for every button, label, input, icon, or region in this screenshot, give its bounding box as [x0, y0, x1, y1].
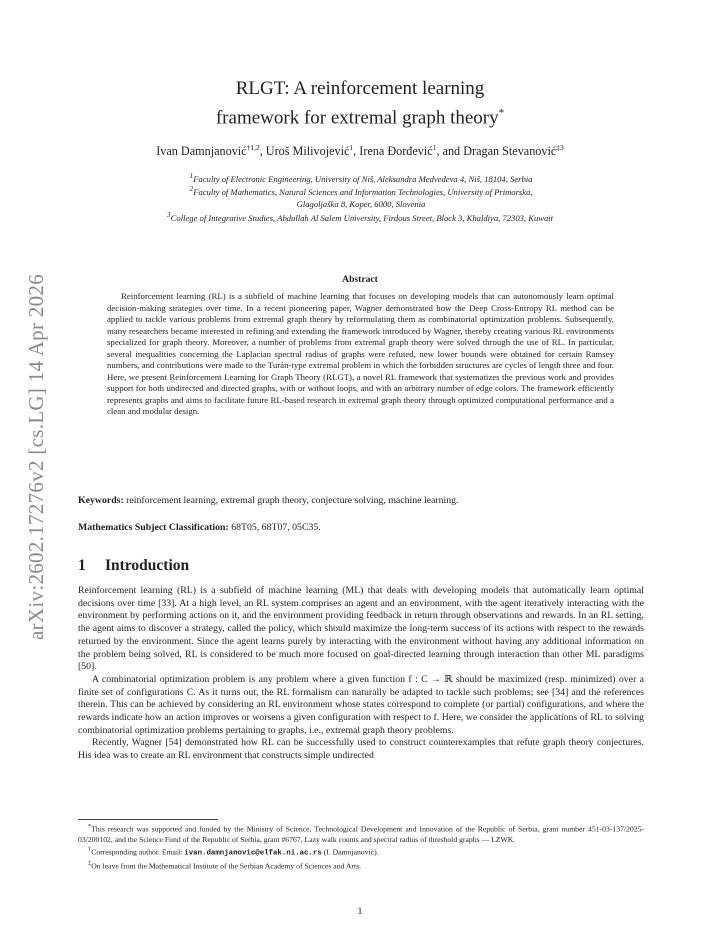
author-separator: , and [436, 144, 464, 159]
title-footnote-mark: * [498, 107, 505, 119]
msc-text: 68T05, 68T07, 05C35. [231, 522, 321, 533]
keywords-line [78, 495, 644, 506]
intro-paragraph: Recently, Wagner [54] demonstrated how RL can be successfully used to construct counterexamples that refute graph theory conjectures. His idea was to create an RL environment that constructs simple undirected [78, 737, 644, 762]
affiliation-2 [78, 183, 644, 211]
msc-label: Mathematics Subject Classification: [78, 522, 229, 533]
footnote-mark: * [88, 823, 92, 830]
title-line-2-text: framework for extremal graph theory [215, 107, 499, 129]
footnote-rule [78, 819, 218, 820]
paper-title [0, 76, 720, 130]
author-sup: ‡3 [556, 143, 564, 152]
author-sup: 1 [349, 143, 354, 152]
title-line-2 [0, 101, 720, 130]
msc-line [78, 522, 644, 533]
affiliation-text: College of Integrative Studies, Abdullah Al Salem University, Firdous Street, Block 3, Khaldiya, 72303, Kuwait [170, 212, 554, 223]
footnote-leave [78, 859, 644, 872]
footnote-corresponding [78, 845, 644, 859]
author-name: Dragan Stevanović [463, 144, 557, 159]
introduction-body [78, 585, 644, 763]
affiliation-mark: 1 [189, 171, 194, 180]
author-email-link[interactable]: ivan.damnjanovic@elfak.ni.ac.rs [184, 849, 322, 858]
footnote-mark: † [88, 846, 92, 854]
author-sup: †1,2 [246, 143, 260, 152]
intro-paragraph: A combinatorial optimization problem is any problem where a given function f : C → ℝ should be maximized (resp. minimized) over a finite set of configurations C. As it turns out, the RL formalism can naturally be adapted to tackle such problems; see [34] and the references therein. This can be achieved by considering an RL environment whose states correspond to complete (or partial) configurations, and where the rewards indicate how an action improves or worsens a given configuration with respect to f. Here, we consider the applications of RL to solving combinatorial optimization problems pertaining to graphs, i.e., extremal graph theory problems. [78, 673, 644, 736]
affiliation-2-line-2: Glagoljaška 8, Koper, 6000, Slovenia [296, 199, 426, 210]
section-title: Introduction [105, 557, 190, 574]
affiliation-mark: 2 [189, 184, 194, 193]
abstract-heading: Abstract [342, 274, 378, 285]
section-heading [78, 557, 189, 575]
author-list [0, 143, 720, 159]
footnote-text: This research was supported and funded by the Ministry of Science, Technological Development and Innovation of the Republic of Serbia, grant number 451-03-137/2025-03/200102, and the Science Fund of the Republic of Serbia, grant #6767, Lazy walk counts and spectral radius of threshold graphs — LZWK. [78, 824, 644, 844]
author-sup: 1 [432, 143, 437, 152]
section-number: 1 [78, 557, 86, 574]
affiliation-2-line-1 [78, 183, 644, 198]
affiliation-mark: 3 [166, 210, 171, 219]
page-number: 1 [357, 906, 363, 917]
author-name: Uroš Milivojević [265, 144, 350, 159]
affiliation-text: Faculty of Mathematics, Natural Sciences and Information Technologies, University of Primorska, [193, 186, 533, 197]
keywords-label: Keywords: [78, 495, 124, 506]
keywords-text: reinforcement learning, extremal graph theory, conjecture solving, machine learning. [126, 495, 459, 506]
footnotes [78, 822, 644, 872]
footnote-funding [78, 822, 644, 845]
author-separator: , [353, 144, 360, 159]
affiliation-text: Faculty of Electronic Engineering, University of Niš, Aleksandra Medvedeva 4, Niš, 18104, Serbia [193, 173, 533, 184]
author-separator: , [259, 144, 266, 159]
abstract-text: Reinforcement learning (RL) is a subfield of machine learning that focuses on developing models that can autonomously learn optimal decision-making strategies over time. In a recent pioneering paper, Wagner demonstrated how the Deep Cross-Entropy RL method can be applied to tackle various problems from extremal graph theory by reformulating them as combinatorial optimization problems. Subsequently, many researchers became interested in refining and extending the framework introduced by Wagner, thereby creating various RL environments specialized for graph theory. Moreover, a number of problems from extremal graph theory were solved through the use of RL. In particular, several inequalities concerning the Laplacian spectral radius of graphs were refuted, new lower bounds were obtained for certain Ramsey numbers, and contributions were made to the Turán-type extremal problem in which the forbidden structures are cycles of length three and four. Here, we present Reinforcement Learning for Graph Theory (RLGT), a novel RL framework that systematizes the previous work and provides support for both undirected and directed graphs, with or without loops, and with an arbitrary number of edge colors. The framework efficiently represents graphs and aims to facilitate future RL-based research in extremal graph theory through optimized computational performance and a clean and modular design. [107, 291, 614, 417]
footnote-mark: ‡ [88, 860, 92, 868]
footnote-text: (I. Damnjanović). [321, 847, 379, 857]
affiliation-3 [60, 209, 660, 224]
footnote-text: On leave from the Mathematical Institute of the Serbian Academy of Sciences and Arts. [91, 861, 362, 871]
title-line-1: RLGT: A reinforcement learning [235, 78, 485, 99]
footnote-text: Corresponding author. Email: [91, 847, 185, 857]
intro-paragraph: Reinforcement learning (RL) is a subfield of machine learning (ML) that deals with developing models that automatically learn optimal decisions over time [33]. At a high level, an RL system comprises an agent and an environment, with the agent iteratively interacting with the environment by performing actions on it, and the environment providing feedback in return through observations and rewards. In an RL setting, the agent aims to discover a strategy, called the policy, which should maximize the long-term success of its actions with respect to the rewards returned by the environment. Since the agent learns purely by interacting with the environment without having any additional information on the problem being solved, RL is considered to be much more focused on goal-directed learning through interaction than other ML paradigms [50]. [78, 585, 644, 673]
author-name: Ivan Damnjanović [156, 144, 247, 159]
author-name: Irena Đorđević [359, 144, 433, 159]
arxiv-identifier-stamp: arXiv:2602.17276v2 [cs.LG] 14 Apr 2026 [24, 273, 48, 640]
